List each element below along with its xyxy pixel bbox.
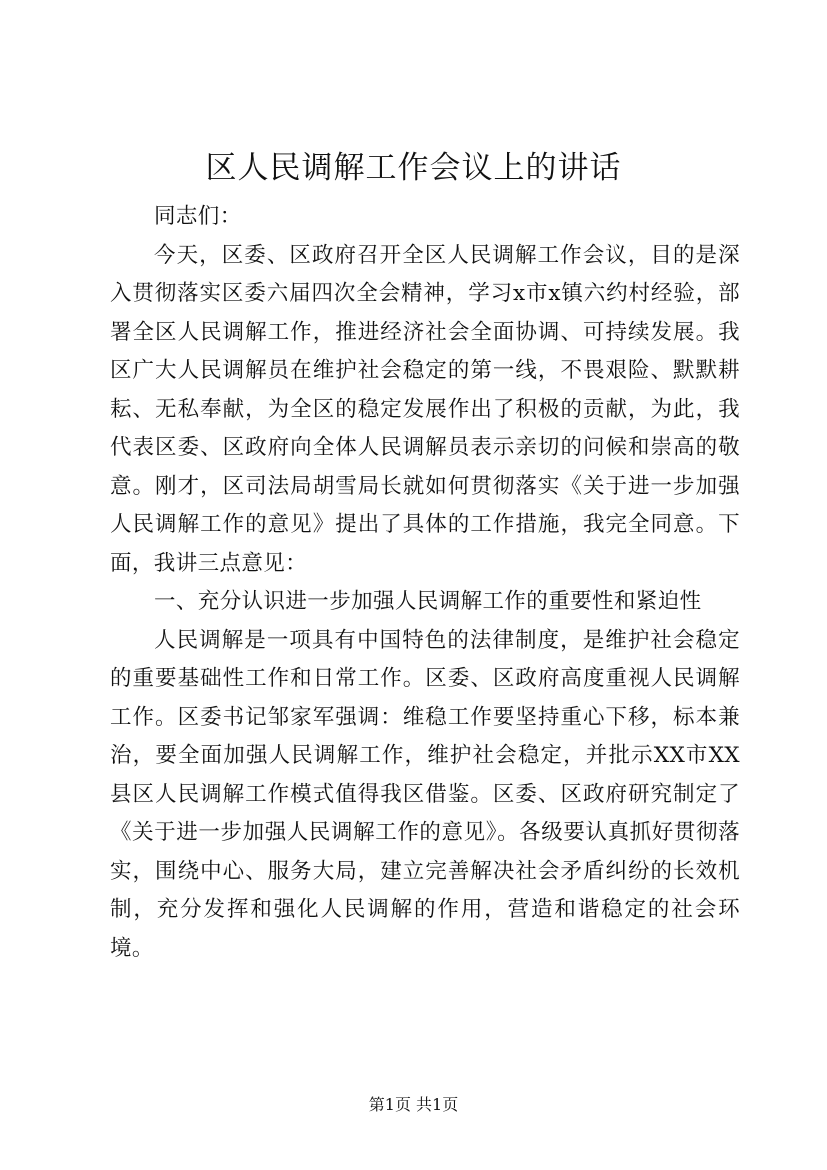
salutation: 同志们： — [154, 204, 242, 229]
section-heading-1: 一、充分认识进一步加强人民调解工作的重要性和紧迫性 — [154, 589, 702, 614]
document-body — [110, 198, 740, 968]
paragraph-intro: 今天，区委、区政府召开全区人民调解工作会议，目的是深入贯彻落实区委六届四次全会精神，学习x市x镇六约村经验，部署全区人民调解工作，推进经济社会全面协调、可持续发展。我区广大人民调解员在维护社会稳定的第一线，不畏艰险、默默耕耘、无私奉献，为全区的稳定发展作出了积极的贡献，为此，我代表区委、区政府向全体人民调解员表示亲切的问候和崇高的敬意。刚才，区司法局胡雪局长就如何贯彻落实《关于进一步加强人民调解工作的意见》提出了具体的工作措施，我完全同意。下面，我讲三点意见： — [110, 242, 740, 576]
paragraph-section-1: 人民调解是一项具有中国特色的法律制度，是维护社会稳定的重要基础性工作和日常工作。区委、区政府高度重视人民调解工作。区委书记邹家军强调：维稳工作要坚持重心下移，标本兼治，要全面加强人民调解工作，维护社会稳定，并批示XX市XX县区人民调解工作模式值得我区借鉴。区委、区政府研究制定了《关于进一步加强人民调解工作的意见》。各级要认真抓好贯彻落实，围绕中心、服务大局，建立完善解决社会矛盾纠纷的长效机制，充分发挥和强化人民调解的作用，营造和谐稳定的社会环境。 — [110, 627, 740, 961]
page-footer: 第1页 共1页 — [368, 1095, 459, 1114]
document-title: 区人民调解工作会议上的讲话 — [205, 150, 622, 186]
